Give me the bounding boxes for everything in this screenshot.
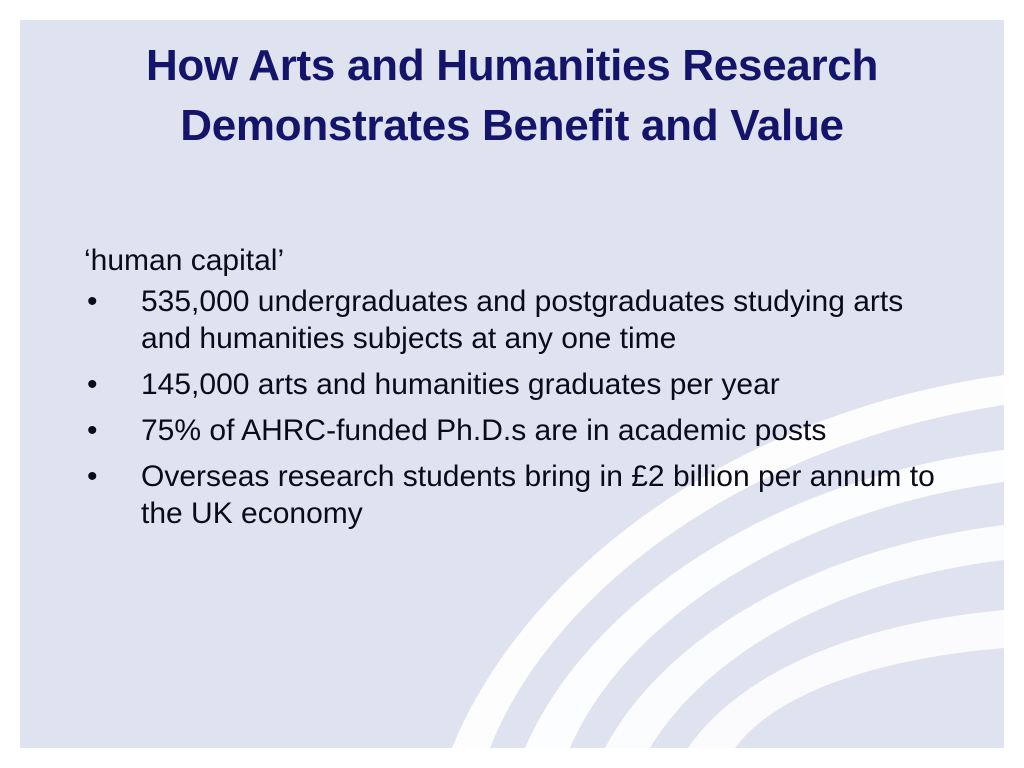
slide-title-line-1: How Arts and Humanities Research [145,41,879,90]
bullet-item [84,458,944,532]
bullet-icon: • [87,285,98,318]
bullet-item [84,366,944,403]
slide [20,20,1004,748]
bullet-text: 75% of AHRC-funded Ph.D.s are in academic posts [141,414,827,447]
bullet-item [84,412,944,449]
bullet-text: Overseas research students bring in £2 billion per annum to the UK economy [141,460,935,530]
bullet-text: 535,000 undergraduates and postgraduates studying arts and humanities subjects at any one time [141,285,904,355]
bullet-icon: • [87,368,98,401]
lead-text: ‘human capital’ [84,244,285,277]
bullet-text: 145,000 arts and humanities graduates per year [141,368,780,401]
slide-body [84,242,944,541]
bullet-list [84,283,944,532]
slide-title-line-2: Demonstrates Benefit and Value [180,101,844,150]
bullet-item [84,283,944,357]
slide-title [50,36,974,156]
bullet-icon: • [87,414,98,447]
bullet-icon: • [87,460,98,493]
